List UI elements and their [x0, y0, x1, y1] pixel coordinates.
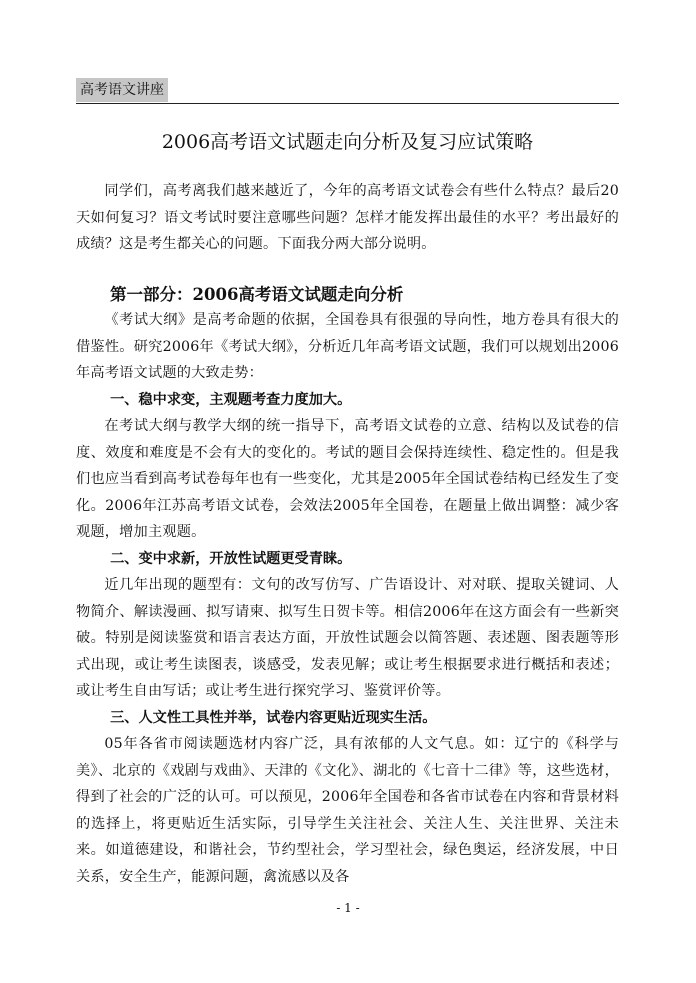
section3-paragraph: 05年各省市阅读题选材内容广泛，具有浓郁的人文气息。如：辽宁的《科学与美》、北京的《戏剧与戏曲》、天津的《文化》、湖北的《七音十二律》等，这些选材，得到了社会的广泛的认可。可以预见，2006年全国卷和各省市试卷在内容和背景材料的选择上，将更贴近生活实际，引导学生关注社会、关注人生、关注世界、关注未来。如道德建设，和谐社会，节约型社会，学习型社会，绿色奥运，经济发展，中日关系，安全生产，能源问题，禽流感以及各 — [76, 736, 619, 885]
part1-lead-paragraph: 《考试大纲》是高考命题的依据，全国卷具有很强的导向性，地方卷具有很大的借鉴性。研究2006年《考试大纲》，分析近几年高考语文试题，我们可以规划出2006年高考语文试题的大致走势： — [76, 312, 619, 381]
section2-heading: 二、变中求新，开放性试题更受青睐。 — [110, 550, 352, 567]
page-number: - 1 - — [336, 901, 360, 915]
section1-paragraph: 在考试大纲与教学大纲的统一指导下，高考语文试卷的立意、结构以及试卷的信度、效度和难度是不会有大的变化的。考试的题目会保持连续性、稳定性的。但是我们也应当看到高考试卷每年也有一些变化，尤其是2005年全国试卷结构已经发生了变化。2006年江苏高考语文试卷，会效法2005年全国卷，在题量上做出调整：减少客观题，增加主观题。 — [76, 418, 619, 540]
header-tag: 高考语文讲座 — [76, 78, 168, 102]
document-title: 2006高考语文试题走向分析及复习应试策略 — [161, 131, 534, 153]
part1-body — [76, 307, 619, 890]
section3-heading: 三、人文性工具性并举，试卷内容更贴近现实生活。 — [110, 709, 437, 726]
intro-block — [76, 178, 619, 258]
section1-heading: 一、稳中求变，主观题考查力度加大。 — [110, 391, 352, 408]
header-rule — [76, 103, 619, 104]
section2-paragraph: 近几年出现的题型有：文句的改写仿写、广告语设计、对对联、提取关键词、人物简介、解读漫画、拟写请柬、拟写生日贺卡等。相信2006年在这方面会有一些新突破。特别是阅读鉴赏和语言表达方面，开放性试题会以简答题、表述题、图表题等形式出现，或让考生读图表，谈感受，发表见解；或让考生根据要求进行概括和表述；或让考生自由写话；或让考生进行探究学习、鉴赏评价等。 — [76, 577, 619, 699]
part1-title: 第一部分：2006高考语文试题走向分析 — [110, 285, 404, 304]
intro-paragraph: 同学们，高考离我们越来越近了，今年的高考语文试卷会有些什么特点？最后20天如何复习？语文考试时要注意哪些问题？怎样才能发挥出最佳的水平？考出最好的成绩？这是考生都关心的问题。下面我分两大部分说明。 — [76, 183, 619, 252]
